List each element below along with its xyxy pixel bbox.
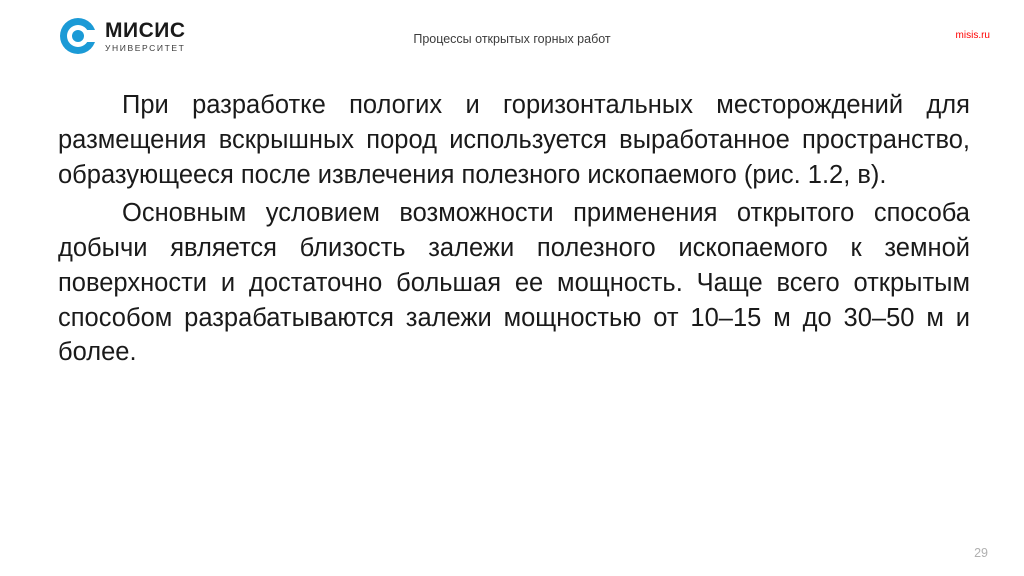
logo-title: МИСИС [105, 18, 186, 42]
header-title: Процессы открытых горных работ [413, 32, 611, 46]
site-link[interactable]: misis.ru [955, 30, 990, 41]
logo-subtitle: УНИВЕРСИТЕТ [105, 42, 186, 53]
slide-body [58, 88, 970, 370]
paragraph-2: Основным условием возможности применения открытого способа добычи является близость залежи полезного ископаемого к земной поверхности и достаточно большая ее мощность. Чаще всего открытым способом разрабатываются залежи мощностью от 10–15 м до 30–50 м и более. [58, 198, 970, 367]
slide-header [0, 0, 1024, 72]
page-number: 29 [974, 546, 988, 560]
paragraph-1: При разработке пологих и горизонтальных месторождений для размещения вскрышных пород используется выработанное пространство, образующееся после извлечения полезного ископаемого (рис. 1.2, в). [58, 91, 970, 189]
